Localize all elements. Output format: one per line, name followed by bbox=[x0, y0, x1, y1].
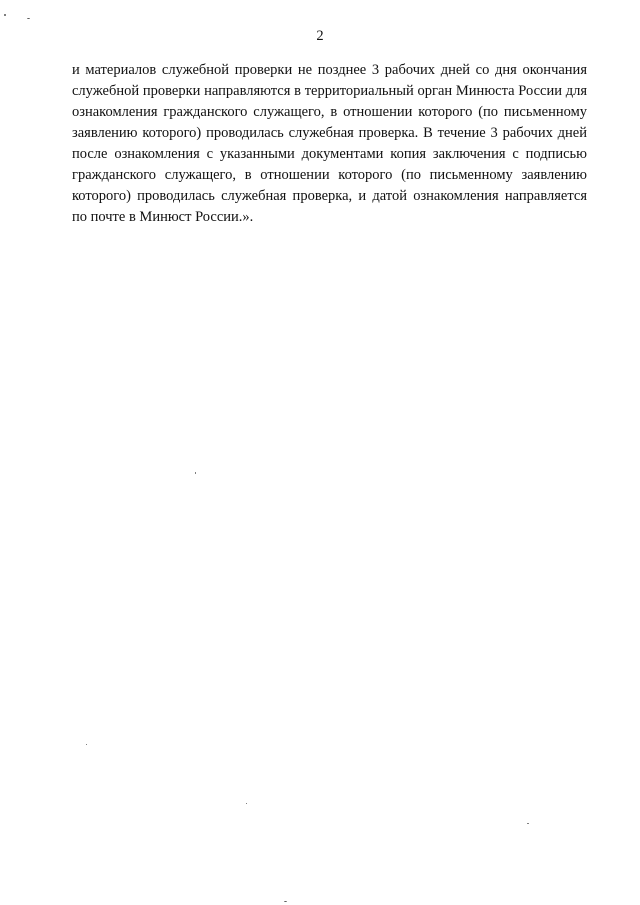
paragraph-line: ознакомления гражданского служащего, в отношении которого (по письменному bbox=[72, 104, 587, 120]
paragraph-line: по почте в Минюст России.». bbox=[72, 209, 254, 225]
paragraph-line: служебной проверки направляются в территориальный орган Минюста России для bbox=[72, 83, 587, 99]
body-paragraph bbox=[72, 60, 587, 228]
paragraph-line: которого) проводилась служебная проверка, и датой ознакомления направляется bbox=[72, 188, 587, 204]
paragraph-line: и материалов служебной проверки не позднее 3 рабочих дней со дня окончания bbox=[72, 62, 587, 78]
scan-speck bbox=[246, 803, 247, 804]
scan-speck bbox=[284, 901, 287, 902]
scan-speck bbox=[86, 744, 87, 745]
scan-speck bbox=[195, 472, 196, 474]
scan-speck bbox=[27, 18, 30, 19]
scan-speck bbox=[527, 823, 529, 824]
paragraph-line: гражданского служащего, в отношении которого (по письменному заявлению bbox=[72, 167, 587, 183]
scan-speck bbox=[4, 14, 6, 16]
paragraph-line: заявлению которого) проводилась служебная проверка. В течение 3 рабочих дней bbox=[72, 125, 587, 141]
page-number: 2 bbox=[316, 28, 324, 44]
paragraph-line: после ознакомления с указанными документами копия заключения с подписью bbox=[72, 146, 587, 162]
